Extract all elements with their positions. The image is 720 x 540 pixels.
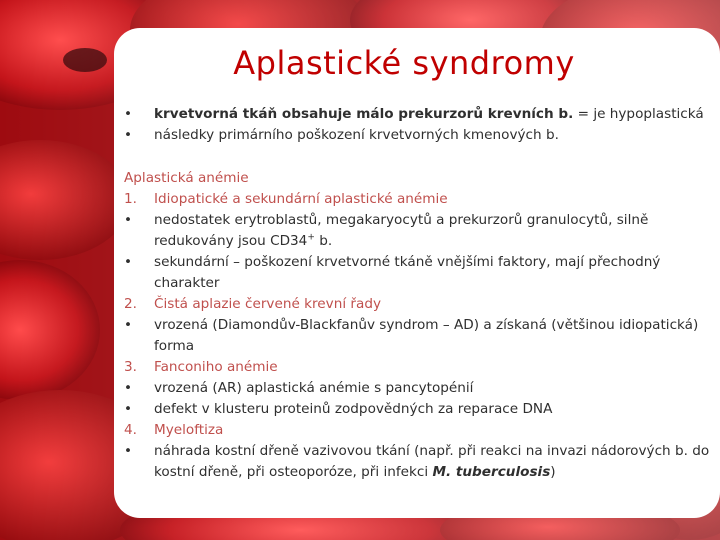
intro-bold-text: krvetvorná tkáň obsahuje málo prekurzorů krevních b.: [154, 106, 574, 122]
bullet-marker: •: [124, 380, 133, 396]
item-text: sekundární – poškození krvetvorné tkáně vnějšími faktory, mají přechodný charakter: [154, 254, 661, 291]
bullet-marker: •: [124, 443, 133, 459]
item-text: Fanconiho anémie: [154, 359, 278, 375]
list-item: [124, 315, 714, 357]
bullet-marker: •: [124, 401, 133, 417]
item-text: defekt v klusteru proteinů zodpovědných za reparace DNA: [154, 401, 553, 417]
item-text: Idiopatické a sekundární aplastické anémie: [154, 191, 448, 207]
list-item: [124, 210, 714, 252]
slide-title: Aplastické syndromy: [233, 44, 575, 82]
item-text: vrozená (Diamondův-Blackfanův syndrom – AD) a získaná (většinou idiopatická) forma: [154, 317, 699, 354]
item-text: Myeloftiza: [154, 422, 224, 438]
body-list: [124, 168, 714, 483]
bullet-marker: •: [124, 127, 133, 143]
item-text: Čistá aplazie červené krevní řady: [154, 296, 382, 312]
intro-text: následky primárního poškození krvetvorných kmenových b.: [154, 127, 559, 143]
list-item: [124, 104, 714, 125]
organism-name: M. tuberculosis: [432, 464, 551, 480]
list-item: [124, 357, 714, 378]
list-item: [124, 441, 714, 483]
item-text: vrozená (AR) aplastická anémie s pancytopénií: [154, 380, 474, 396]
bullet-marker: •: [124, 212, 133, 228]
bullet-marker: •: [124, 317, 133, 333]
number-marker: 3.: [124, 359, 137, 375]
list-item: [124, 189, 714, 210]
item-text-tail: b.: [314, 233, 333, 249]
intro-text: = je hypoplastická: [573, 106, 704, 122]
list-item: [124, 399, 714, 420]
bullet-marker: •: [124, 106, 133, 122]
number-marker: 4.: [124, 422, 137, 438]
list-item: [124, 252, 714, 294]
superscript: +: [307, 232, 315, 243]
section-heading: Aplastická anémie: [124, 170, 249, 186]
number-marker: 2.: [124, 296, 137, 312]
number-marker: 1.: [124, 191, 137, 207]
item-text-tail: ): [550, 464, 556, 480]
intro-list: [124, 104, 714, 146]
list-item: [124, 294, 714, 315]
list-item: [124, 420, 714, 441]
list-item: [124, 125, 714, 146]
list-item: [124, 378, 714, 399]
bullet-marker: •: [124, 254, 133, 270]
item-text: náhrada kostní dřeně vazivovou tkání (např. při reakci na invazi nádorových b. do kostní dřeně, při osteoporóze, při infekci: [154, 443, 710, 480]
item-text: nedostatek erytroblastů, megakaryocytů a prekurzorů granulocytů, silně redukovány jsou CD34: [154, 212, 649, 249]
